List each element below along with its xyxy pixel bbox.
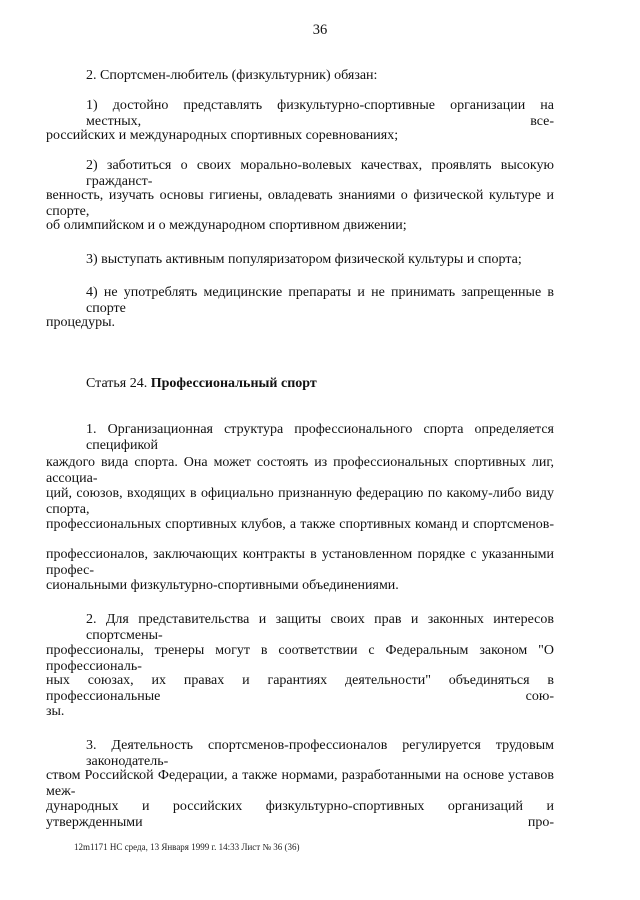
paragraph-line: ных союзах, их правах и гарантиях деятельности" объединяться в профессиональные сою-: [46, 673, 554, 704]
paragraph-line: 1. Организационная структура профессионального спорта определяется спецификой: [86, 422, 554, 453]
page-number: 36: [312, 22, 328, 38]
paragraph-line: 2. Для представительства и защиты своих прав и законных интересов спортсмены-: [86, 612, 554, 643]
article-heading: [86, 376, 317, 392]
article-number: Статья 24.: [86, 376, 148, 391]
paragraph-line: 2. Спортсмен-любитель (физкультурник) обязан:: [86, 68, 378, 83]
paragraph-line: ций, союзов, входящих в официально признанную федерацию по какому-либо виду спорта,: [46, 486, 554, 517]
paragraph-line: об олимпийском и о международном спортивном движении;: [46, 218, 407, 233]
page-footer: 12m1171 HC среда, 13 Января 1999 г. 14:33 Лист № 36 (36): [74, 842, 300, 852]
paragraph-line: процедуры.: [46, 315, 116, 330]
paragraph-line: дународных и российских физкультурно-спортивных организаций и утвержденными про-: [46, 799, 554, 830]
paragraph-line: зы.: [46, 704, 65, 719]
paragraph-line: 3. Деятельность спортсменов-профессионалов регулируется трудовым законодатель-: [86, 738, 554, 769]
paragraph-line: профессионалы, тренеры могут в соответствии с Федеральным законом "О профессиональ-: [46, 643, 554, 674]
paragraph-line: 3) выступать активным популяризатором физической культуры и спорта;: [86, 252, 522, 267]
paragraph-line: профессионалов, заключающих контракты в установленном порядке с указанными профес-: [46, 547, 554, 578]
paragraph-line: 4) не употреблять медицинские препараты и не принимать запрещенные в спорте: [86, 285, 554, 316]
paragraph-line: российских и международных спортивных соревнованиях;: [46, 128, 399, 143]
paragraph-line: профессиональных спортивных клубов, а также спортивных команд и спортсменов-: [46, 517, 554, 532]
paragraph-line: 1) достойно представлять физкультурно-спортивные организации на местных, все-: [86, 98, 554, 129]
paragraph-line: венность, изучать основы гигиены, овладевать знаниями о физической культуре и спорте,: [46, 188, 554, 219]
paragraph-line: ством Российской Федерации, а также нормами, разработанными на основе уставов меж-: [46, 768, 554, 799]
paragraph-line: сиональными физкультурно-спортивными объединениями.: [46, 578, 399, 593]
article-title: Профессиональный спорт: [150, 376, 317, 391]
paragraph-line: каждого вида спорта. Она может состоять из профессиональных спортивных лиг, ассоциа-: [46, 455, 554, 486]
paragraph-line: 2) заботиться о своих морально-волевых качествах, проявлять высокую гражданст-: [86, 158, 554, 189]
